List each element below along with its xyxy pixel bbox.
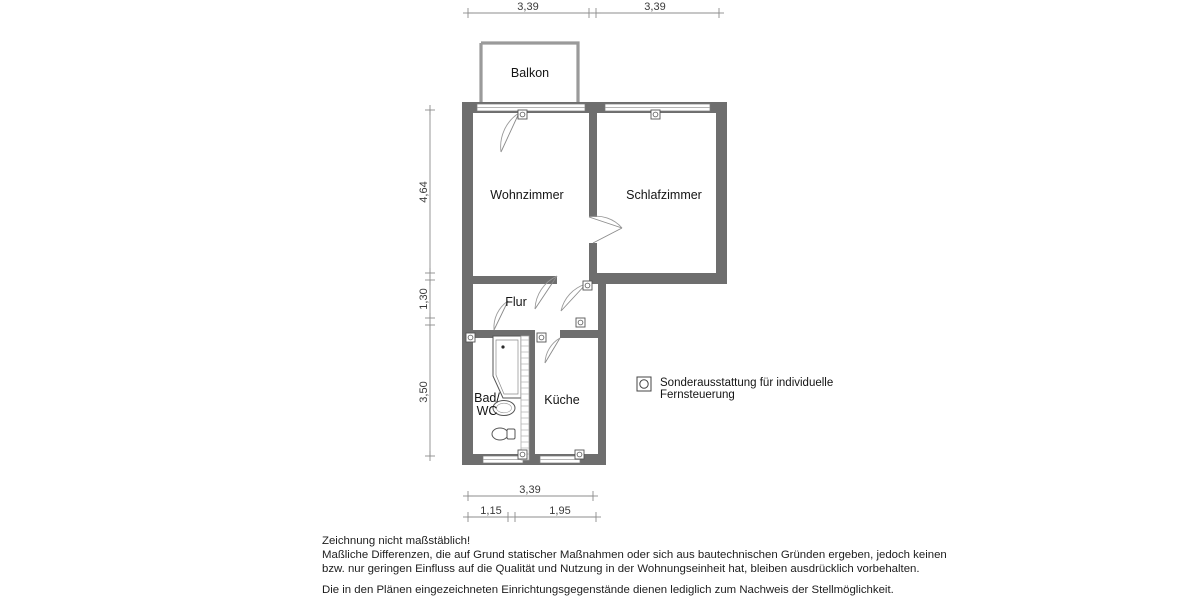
room-label-schlafzimmer: Schlafzimmer [626, 188, 702, 202]
room-label-balkon: Balkon [510, 66, 550, 80]
dimension-left-middle: 1,30 [418, 288, 430, 310]
duct-hatching [521, 336, 529, 460]
dimension-bottom-group [463, 484, 601, 522]
room-label-wohnzimmer: Wohnzimmer [490, 188, 564, 202]
toilet-icon [492, 428, 515, 440]
dimension-top-group [463, 1, 724, 18]
room-balkon [481, 43, 578, 103]
disclaimer-line-4: Die in den Plänen eingezeichneten Einrichtungsgegenstände dienen lediglich zum Nachweis der Stellmöglichkeit. [322, 584, 894, 596]
room-label-flur: Flur [505, 295, 527, 309]
dimension-bottom-kueche: 1,95 [549, 505, 571, 517]
dimension-top-right: 3,39 [644, 1, 666, 13]
disclaimer-line-1: Zeichnung nicht maßstäblich! [322, 535, 471, 547]
disclaimer-line-3: bzw. nur geringen Einfluss auf die Qualität und Nutzung in der Wohnungseinheit hat, bleiben ausdrücklich vorbehalten. [322, 563, 920, 576]
dimension-bottom-total: 3,39 [519, 484, 541, 496]
disclaimer-block [322, 534, 947, 577]
legend-group [637, 377, 833, 401]
dimension-left-group [418, 105, 435, 461]
disclaimer-line-2: Maßliche Differenzen, die auf Grund statischer Maßnahmen oder sich aus bautechnischen Gründen ergeben, jedoch keinen [322, 549, 947, 562]
dimension-top-left: 3,39 [517, 1, 539, 13]
room-label-kueche: Küche [544, 393, 580, 407]
legend-text-line2: Fernsteuerung [660, 389, 735, 401]
legend-text-line1: Sonderausstattung für individuelle [660, 377, 834, 389]
room-label-bad-wc-line1: Bad/ [474, 391, 500, 405]
special-equipment-icon [637, 377, 651, 391]
dimension-bottom-bad: 1,15 [480, 505, 502, 517]
room-label-bad-wc-line2: WC [476, 404, 498, 418]
dimension-left-upper: 4,64 [418, 181, 430, 203]
dimension-left-lower: 3,50 [418, 381, 430, 403]
